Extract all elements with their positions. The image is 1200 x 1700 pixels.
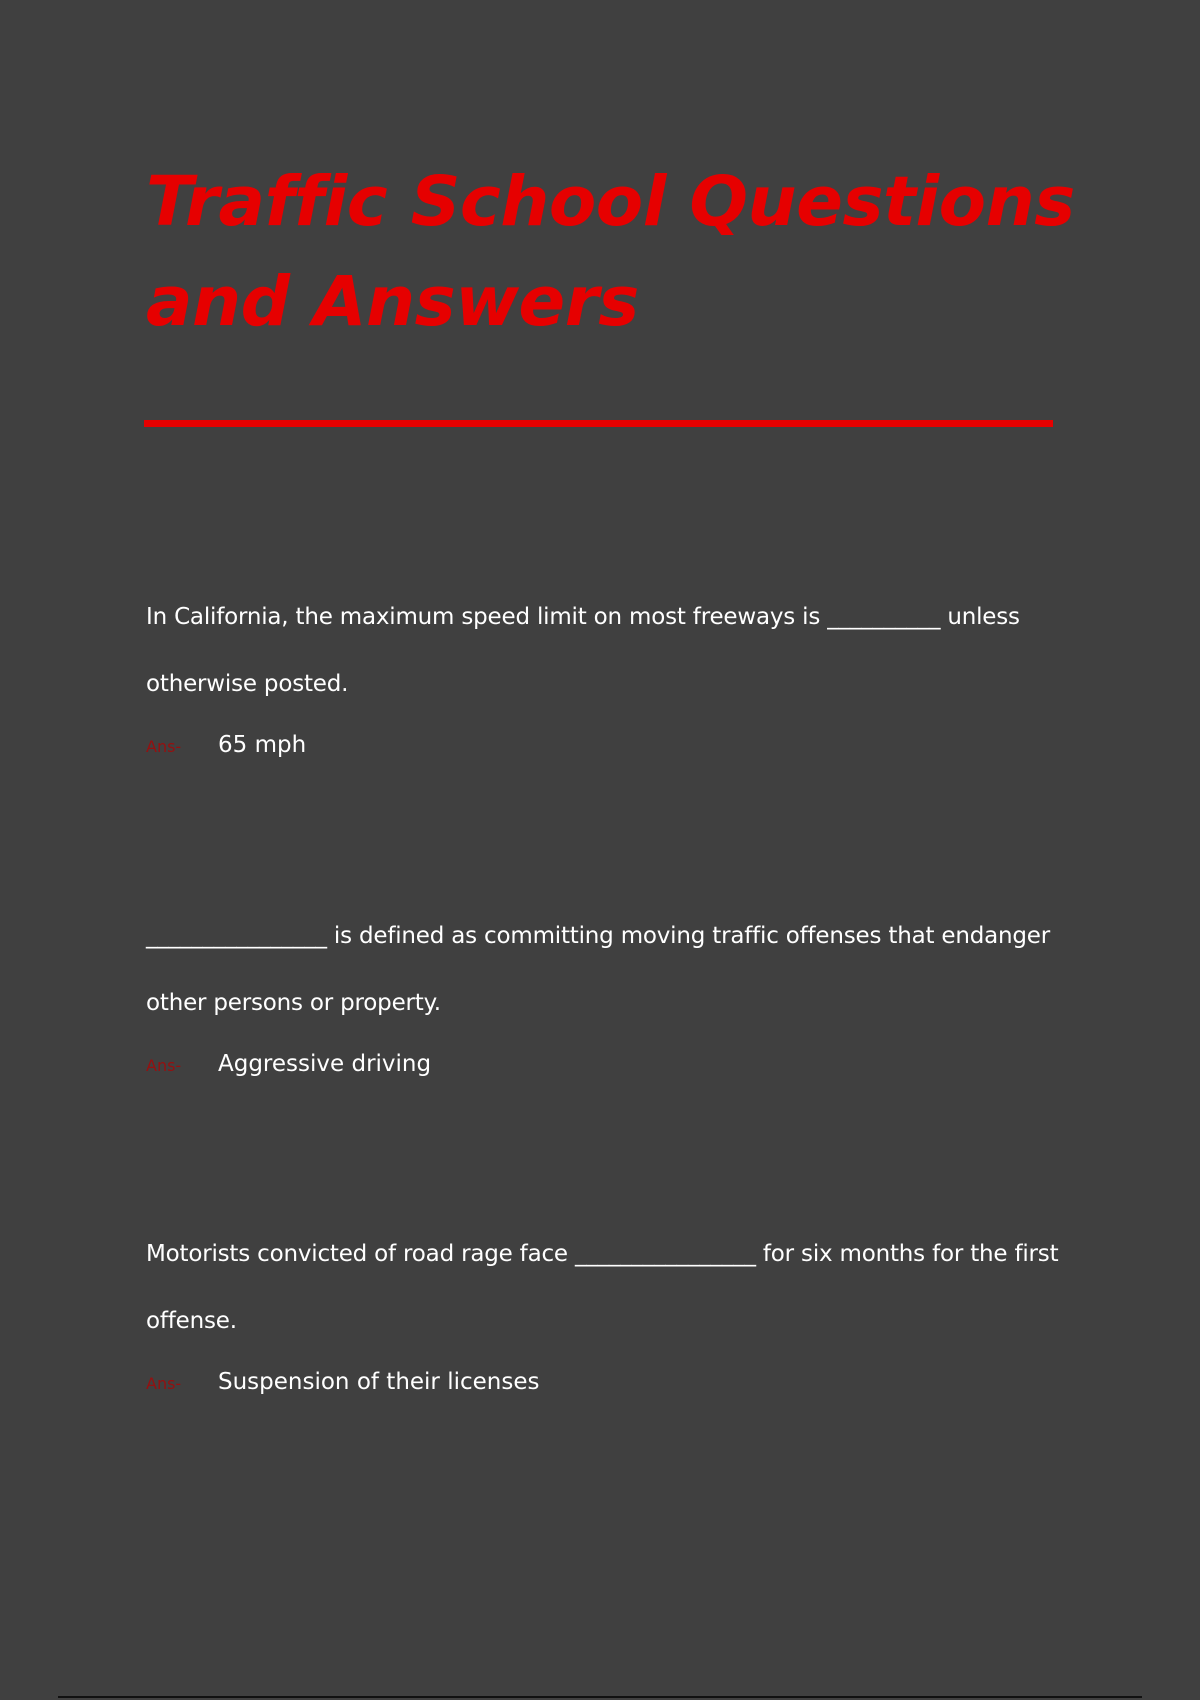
qa-item xyxy=(146,903,1066,1081)
question-text: ________________ is defined as committing moving traffic offenses that endanger other persons or property. xyxy=(146,923,1051,1016)
answer-label: Ans- xyxy=(146,1056,182,1075)
qa-item xyxy=(146,1221,1066,1399)
answer-label: Ans- xyxy=(146,1374,182,1393)
answer-label: Ans- xyxy=(146,737,182,756)
title-divider xyxy=(144,420,1053,427)
question-text: In California, the maximum speed limit on most freeways is __________ unless otherwise posted. xyxy=(146,604,1020,697)
page-bottom-edge xyxy=(58,1696,1142,1698)
answer-line xyxy=(146,1367,1066,1399)
answer-text: 65 mph xyxy=(218,732,307,758)
question-text: Motorists convicted of road rage face ________________ for six months for the first offense. xyxy=(146,1241,1059,1334)
answer-line xyxy=(146,1049,1066,1081)
answer-text: Suspension of their licenses xyxy=(218,1369,540,1395)
qa-item xyxy=(146,584,1066,762)
document-title: Traffic School Questions and Answers xyxy=(146,162,1075,342)
answer-line xyxy=(146,730,1066,762)
answer-text: Aggressive driving xyxy=(218,1051,432,1077)
